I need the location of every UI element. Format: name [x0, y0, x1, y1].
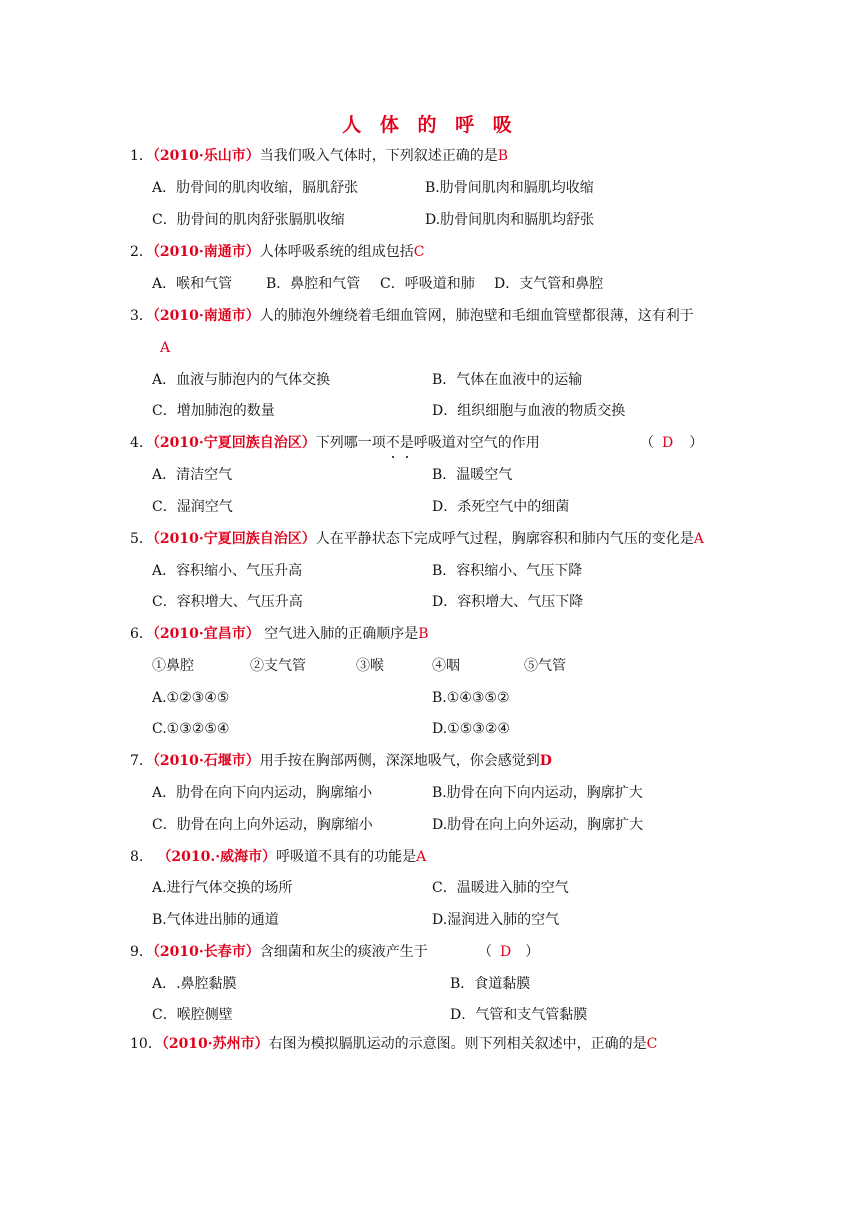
option: A．肋骨在向下向内运动，胸廓缩小: [152, 785, 373, 801]
answer-bracket: [478, 942, 539, 962]
option: D．组织细胞与血液的物质交换: [432, 403, 626, 419]
option: C．肋骨间的肌肉舒张膈肌收缩: [152, 212, 345, 228]
option: D.湿润进入肺的空气: [432, 912, 560, 928]
question-number: 6．: [130, 626, 153, 642]
question-source: （2010·南通市）: [152, 308, 260, 324]
option: A．.鼻腔黏膜: [152, 976, 237, 992]
option: A．喉和气管: [152, 276, 233, 292]
question-answer: C: [413, 244, 425, 260]
option: A.进行气体交换的场所: [152, 880, 293, 896]
option: B．容积缩小、气压下降: [432, 563, 583, 579]
option: B．温暖空气: [432, 467, 513, 483]
question-answer: A: [416, 849, 427, 865]
question-answer: B: [497, 148, 509, 164]
option: B．食道黏膜: [450, 976, 531, 992]
question-stem: 当我们吸入气体时，下列叙述正确的是: [259, 148, 498, 164]
page-title: 人 体 的 呼 吸: [342, 114, 518, 136]
option: B.肋骨在向下向内运动，胸廓扩大: [432, 785, 643, 801]
question-number: 4．: [130, 435, 153, 451]
question-answer: B: [418, 626, 429, 642]
option: C．喉腔侧壁: [152, 1007, 233, 1023]
question-stem: 含细菌和灰尘的痰液产生于: [259, 944, 428, 960]
question-stem: 人的肺泡外缠绕着毛细血管网，肺泡壁和毛细血管壁都很薄，这有利于: [259, 308, 694, 324]
question-number: 3．: [130, 308, 153, 324]
question-answer: A: [160, 340, 171, 356]
bracket-open: （: [640, 435, 654, 451]
question-source: （2010·宜昌市）: [152, 626, 260, 642]
emphasis-text: 不是: [386, 435, 414, 451]
option: A．血液与肺泡内的气体交换: [152, 372, 331, 388]
sequence-item: ④咽: [432, 658, 460, 674]
option: D．杀死空气中的细菌: [432, 499, 570, 515]
question-source: （2010·乐山市）: [152, 148, 260, 164]
option: A.①②③④⑤: [152, 690, 230, 706]
option: C．呼吸道和肺: [380, 276, 475, 292]
question-stem-end: 呼吸道对空气的作用: [413, 435, 540, 451]
question-9: [130, 942, 428, 962]
question-3: [130, 306, 694, 326]
question-source: （2010·石堰市）: [152, 753, 260, 769]
question-stem: 空气进入肺的正确顺序是: [259, 626, 419, 642]
sequence-item: ②支气管: [250, 658, 306, 674]
option: A．容积缩小、气压升高: [152, 563, 303, 579]
question-7: [130, 751, 552, 771]
option: B.气体进出肺的通道: [152, 912, 279, 928]
sequence-item: ①鼻腔: [152, 658, 194, 674]
option: C.①③②⑤④: [152, 721, 230, 737]
question-8: [130, 847, 426, 867]
question-1: [130, 146, 508, 166]
question-source: （2010·宁夏回族自治区）: [152, 531, 316, 547]
question-answer: D: [500, 944, 512, 960]
option: B．鼻腔和气管: [266, 276, 361, 292]
option: C．湿润空气: [152, 499, 233, 515]
sequence-item: ⑤气管: [524, 658, 566, 674]
option: B.①④③⑤②: [432, 690, 510, 706]
question-source: （2010·长春市）: [152, 944, 260, 960]
question-number: 9．: [130, 944, 153, 960]
question-stem: 人体呼吸系统的组成包括: [259, 244, 414, 260]
option: C．肋骨在向上向外运动，胸廓缩小: [152, 817, 373, 833]
question-source: （2010·南通市）: [152, 244, 260, 260]
question-source: （2010·苏州市）: [161, 1036, 269, 1052]
option: B．气体在血液中的运输: [432, 372, 583, 388]
option: C．温暖进入肺的空气: [432, 880, 569, 896]
question-5: [130, 529, 704, 549]
option: C．容积增大、气压升高: [152, 594, 303, 610]
option: B.肋骨间肌肉和膈肌均收缩: [425, 180, 594, 196]
question-6: [130, 624, 429, 644]
question-2: [130, 242, 424, 262]
question-stem: 人在平静状态下完成呼气过程，胸廓容积和肺内气压的变化是: [315, 531, 694, 547]
question-answer: D: [662, 435, 674, 451]
question-source: （2010·宁夏回族自治区）: [152, 435, 316, 451]
question-stem: 右图为模拟膈肌运动的示意图。则下列相关叙述中，正确的是: [268, 1036, 647, 1052]
option: D．支气管和鼻腔: [494, 276, 604, 292]
emphasis-dot: [392, 456, 394, 458]
bracket-close: ）: [689, 435, 704, 451]
option: D.肋骨在向上向外运动，胸廓扩大: [432, 817, 644, 833]
question-number: 8.: [130, 849, 144, 865]
question-number: 10．: [130, 1036, 162, 1052]
question-answer: C: [646, 1036, 658, 1052]
bracket-open: （: [478, 944, 492, 960]
question-stem: 用手按在胸部两侧，深深地吸气，你会感觉到: [259, 753, 540, 769]
question-4: [130, 433, 540, 453]
option: C．增加肺泡的数量: [152, 403, 275, 419]
question-answer: D: [539, 753, 552, 769]
question-answer: A: [693, 531, 704, 547]
question-stem: 呼吸道不具有的功能是: [276, 849, 417, 865]
option: D．气管和支气管黏膜: [450, 1007, 588, 1023]
option: D.肋骨间肌肉和膈肌均舒张: [425, 212, 595, 228]
question-source: （2010.·威海市）: [157, 849, 277, 865]
question-number: 2．: [130, 244, 153, 260]
question-number: 1．: [130, 148, 153, 164]
question-stem: 下列哪一项: [315, 435, 386, 451]
sequence-item: ③喉: [356, 658, 384, 674]
bracket-close: ）: [525, 944, 540, 960]
option: D.①⑤③②④: [432, 721, 510, 737]
question-10: [130, 1034, 657, 1054]
question-answer-line: [160, 338, 170, 358]
option: A．清洁空气: [152, 467, 233, 483]
question-number: 5．: [130, 531, 153, 547]
option: D．容积增大、气压下降: [432, 594, 584, 610]
option: A．肋骨间的肌肉收缩，膈肌舒张: [152, 180, 359, 196]
emphasis-dot: [406, 456, 408, 458]
answer-bracket: [640, 433, 703, 453]
question-number: 7．: [130, 753, 153, 769]
